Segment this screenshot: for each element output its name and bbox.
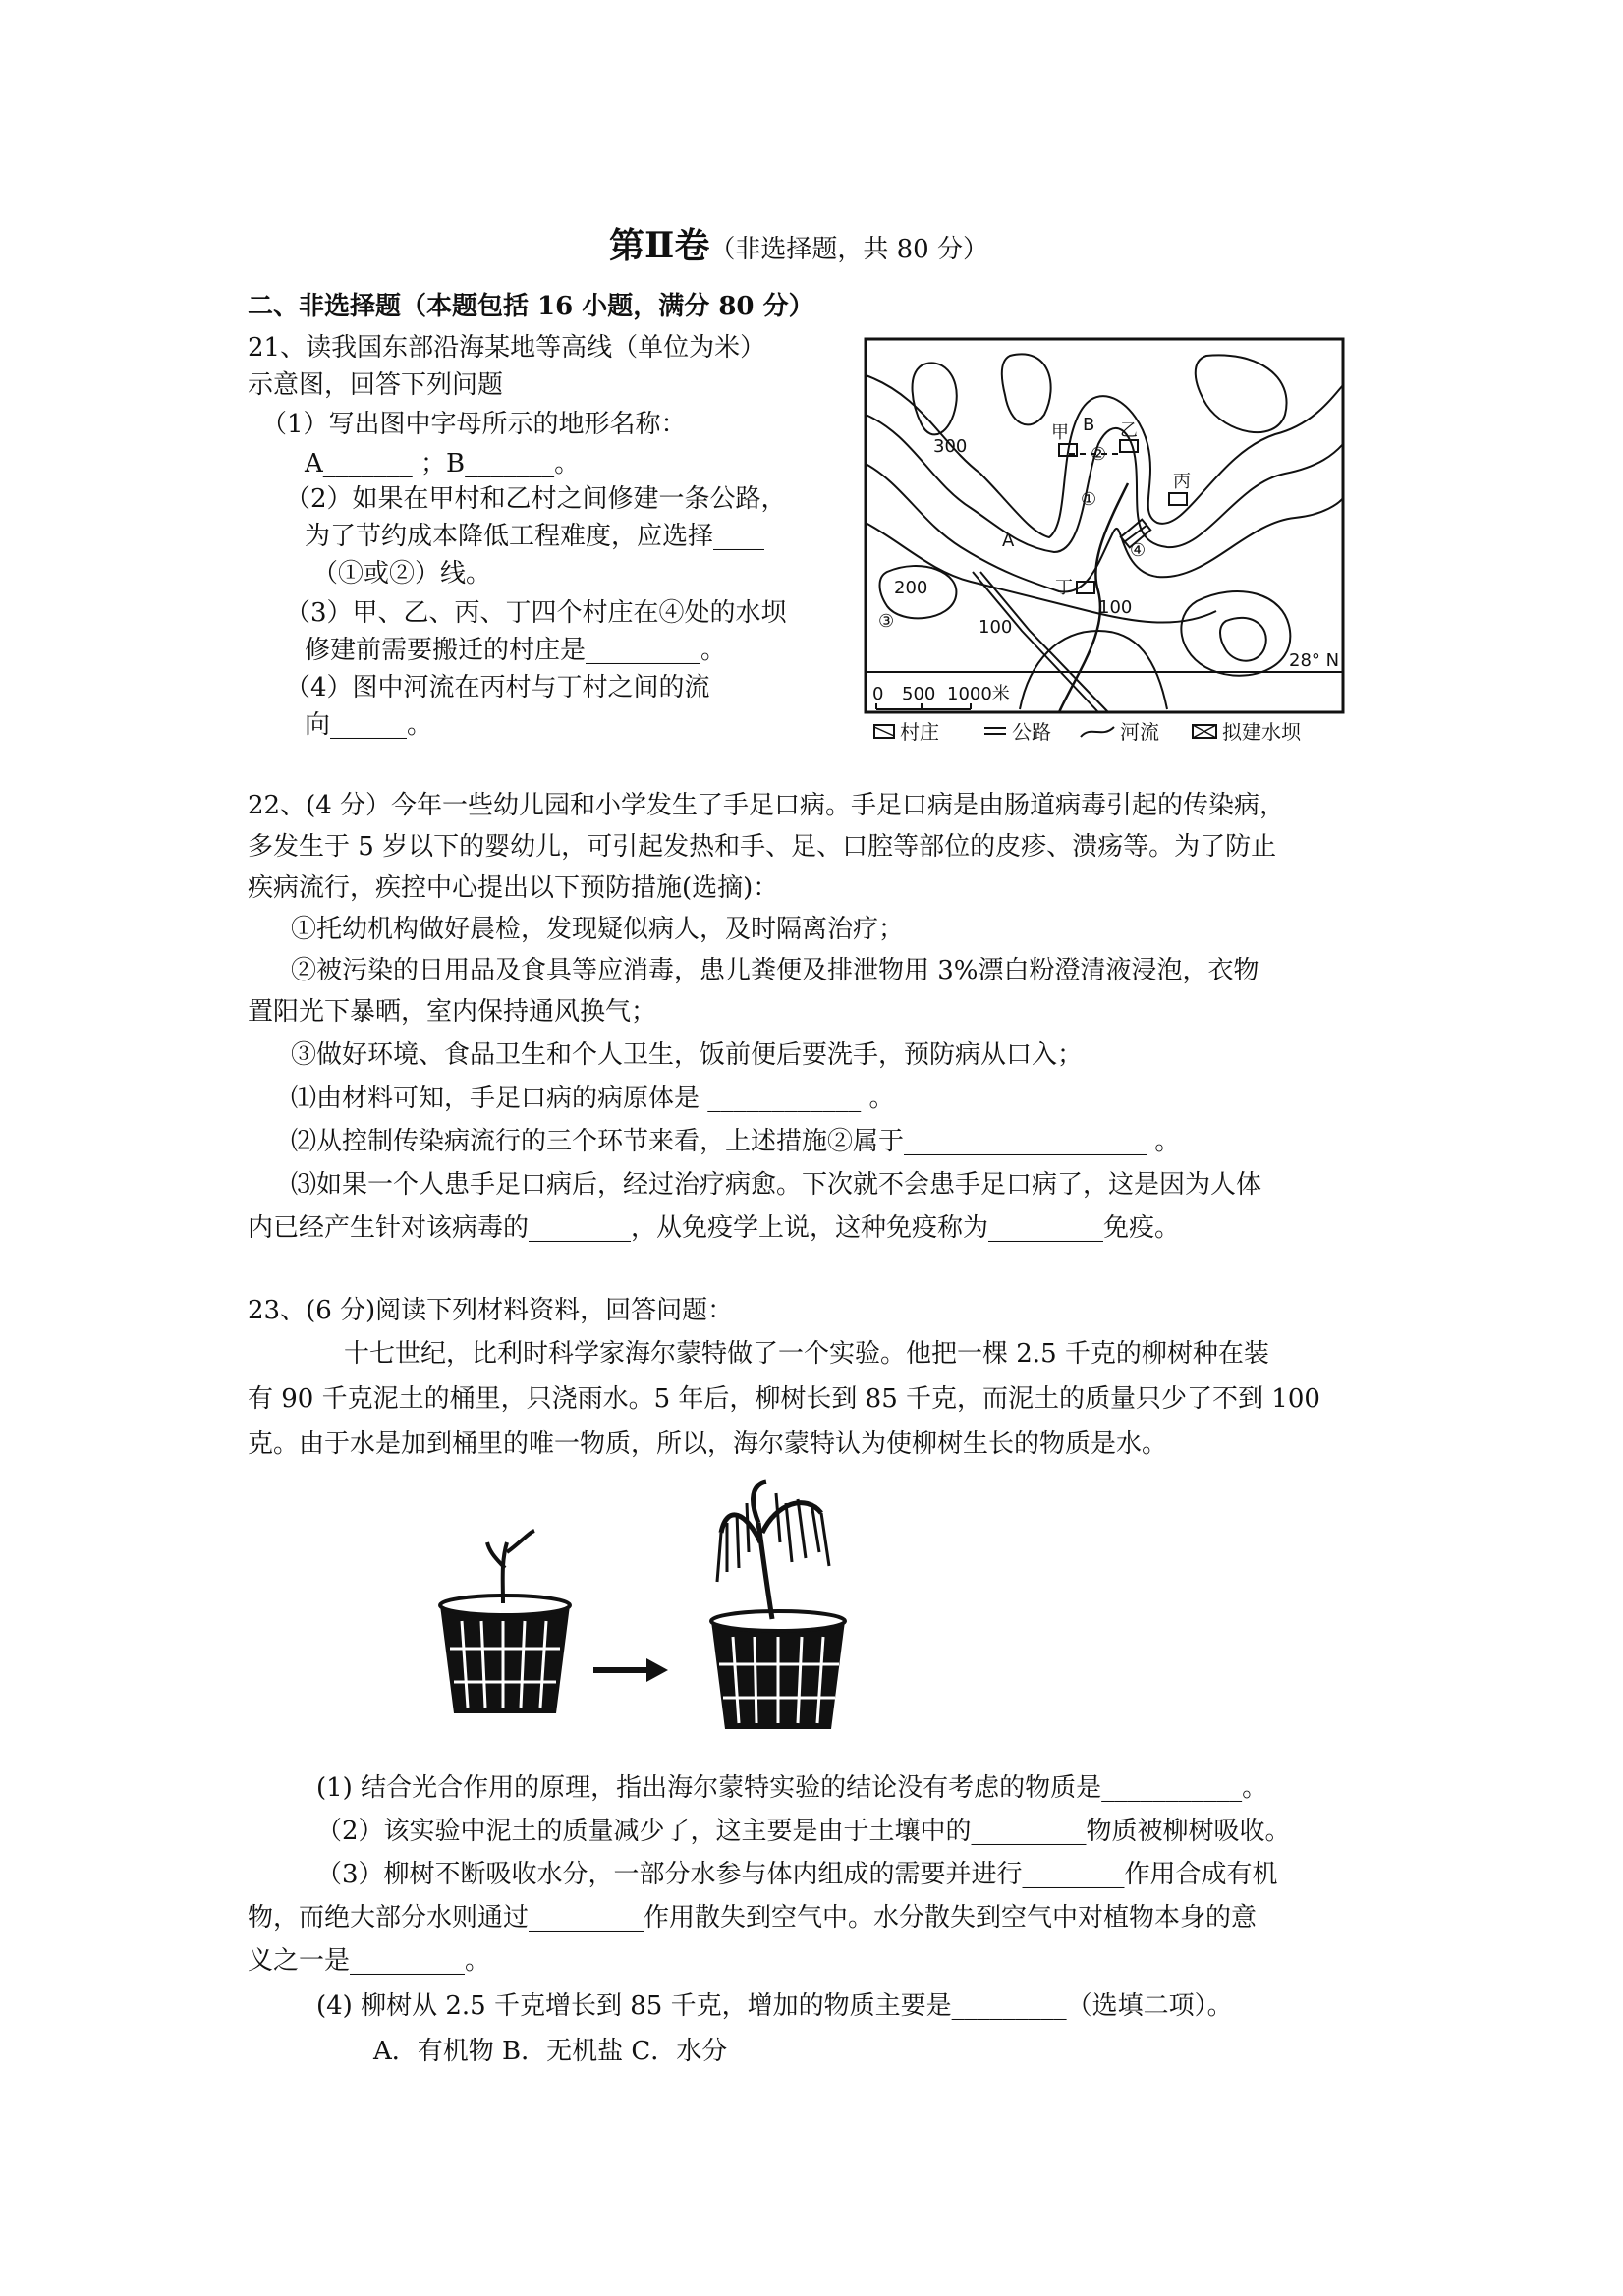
scale-label-500: 500 — [902, 684, 936, 704]
q21-stem-line1: 21、读我国东部沿海某地等高线（单位为米） — [248, 333, 766, 363]
bucket-before — [440, 1596, 570, 1713]
q22-sub2: ⑵从控制传染病流行的三个环节来看，上述措施②属于___________________ 。 — [291, 1127, 1181, 1156]
title-main: 第Ⅱ卷 — [609, 225, 710, 266]
q22-sub3-line1: ⑶如果一个人患手足口病后，经过治疗病愈。下次就不会患手足口病了，这是因为人体 — [291, 1170, 1262, 1200]
map-label-ding: 丁 — [1055, 578, 1073, 598]
map-label-route2: ② — [1091, 444, 1107, 465]
q23-sub1: (1) 结合光合作用的原理，指出海尔蒙特实验的结论没有考虑的物质是___________。 — [316, 1773, 1268, 1803]
q22-measure2-line2: 置阳光下暴晒，室内保持通风换气； — [248, 997, 657, 1027]
q23-line1: 23、(6 分)阅读下列材料资料，回答问题： — [248, 1296, 734, 1325]
map-legend — [874, 720, 1302, 744]
q23-para-line2: 有 90 千克泥土的桶里，只浇雨水。5 年后，柳树长到 85 千克，而泥土的质量只少了不到 100 — [248, 1384, 1320, 1414]
q21-part1-blank: A_______ ；B_______。 — [305, 449, 581, 478]
willow-branches — [717, 1493, 829, 1582]
page-title — [609, 218, 988, 268]
roads — [866, 454, 1343, 712]
legend-river-icon — [1081, 727, 1114, 737]
q23-options: A．有机物 B．无机盐 C．水分 — [373, 2037, 728, 2066]
q23-sub2: （2）该实验中泥土的质量减少了，这主要是由于土壤中的_________物质被柳树吸收。 — [316, 1817, 1291, 1846]
q23-sub3-line3: 义之一是_________。 — [248, 1946, 491, 1976]
q22-sub1: ⑴由材料可知，手足口病的病原体是 ____________ 。 — [291, 1084, 895, 1113]
sapling — [487, 1531, 534, 1603]
contour-label-300: 300 — [933, 436, 968, 457]
map-label-3: ③ — [878, 611, 895, 632]
map-label-a: A — [1002, 531, 1015, 551]
scale-label-1000: 1000米 — [947, 684, 1010, 704]
title-subtitle: （非选择题，共 80 分） — [709, 235, 988, 264]
map-label-b: B — [1083, 415, 1095, 435]
legend-river-label: 河流 — [1120, 720, 1159, 744]
q23-sub3-line2: 物，而绝大部分水则通过_________作用散失到空气中。水分散失到空气中对植物本身的意 — [248, 1903, 1258, 1932]
contour-label-100b: 100 — [1098, 597, 1133, 618]
legend-road-label: 公路 — [1012, 720, 1051, 744]
map-label-bing: 丙 — [1173, 472, 1191, 492]
contour-label-100a: 100 — [979, 617, 1013, 638]
q21-part2-line2: 为了节约成本降低工程难度，应选择____ — [305, 522, 765, 551]
arrow-icon — [593, 1658, 668, 1682]
map-label-4: ④ — [1130, 540, 1147, 561]
q23-para-line1: 十七世纪，比利时科学家海尔蒙特做了一个实验。他把一棵 2.5 千克的柳树种在装 — [344, 1339, 1269, 1369]
contour-map — [863, 336, 1348, 751]
q22-measure1: ①托幼机构做好晨检，发现疑似病人，及时隔离治疗； — [291, 915, 905, 944]
map-label-yi: 乙 — [1120, 420, 1138, 441]
map-label-route1: ① — [1081, 489, 1097, 510]
grown-willow — [721, 1482, 821, 1619]
q21-part1: （1）写出图中字母所示的地形名称： — [261, 410, 687, 439]
q21-part3-line1: （3）甲、乙、丙、丁四个村庄在④处的水坝 — [285, 598, 787, 628]
q22-line3: 疾病流行，疾控中心提出以下预防措施(选摘)： — [248, 873, 779, 903]
q23-sub3-line1: （3）柳树不断吸收水分，一部分水参与体内组成的需要并进行________作用合成有机 — [316, 1860, 1278, 1889]
q22-measure3: ③做好环境、食品卫生和个人卫生，饭前便后要洗手，预防病从口入； — [291, 1040, 1084, 1070]
map-label-jia: 甲 — [1051, 422, 1069, 443]
q22-measure2-line1: ②被污染的日用品及食具等应消毒，患儿粪便及排泄物用 3%漂白粉澄清液浸泡，衣物 — [291, 956, 1259, 985]
q21-part2-line1: （2）如果在甲村和乙村之间修建一条公路， — [285, 484, 787, 514]
legend-dam-label: 拟建水坝 — [1222, 720, 1301, 744]
q22-sub3-line2: 内已经产生针对该病毒的________，从免疫学上说，这种免疫称为_________免疫。 — [248, 1213, 1181, 1243]
map-label-latitude: 28° N — [1289, 650, 1340, 671]
scale-label-0: 0 — [872, 684, 884, 704]
q23-para-line3: 克。由于水是加到桶里的唯一物质，所以，海尔蒙特认为使柳树生长的物质是水。 — [248, 1429, 1168, 1459]
q21-part4-line1: （4）图中河流在丙村与丁村之间的流 — [285, 673, 710, 702]
q21-part2-line3: （①或②）线。 — [312, 559, 492, 588]
q22-line1: 22、(4 分）今年一些幼儿园和小学发生了手足口病。手足口病是由肠道病毒引起的传染病， — [248, 791, 1286, 820]
map-frame — [866, 339, 1343, 712]
bucket-after — [711, 1611, 845, 1729]
q21-part3-line2: 修建前需要搬迁的村庄是_________。 — [305, 636, 727, 665]
q21-stem-line2: 示意图，回答下列问题 — [248, 370, 504, 400]
legend-village-label: 村庄 — [900, 720, 939, 744]
willow-experiment-figure — [432, 1474, 865, 1749]
contour-label-200: 200 — [894, 578, 928, 598]
q22-line2: 多发生于 5 岁以下的婴幼儿，可引起发热和手、足、口腔等部位的皮疹、溃疡等。为了防止 — [248, 832, 1277, 862]
section-heading: 二、非选择题（本题包括 16 小题，满分 80 分） — [248, 292, 814, 321]
q21-part4-line2: 向______。 — [305, 710, 433, 740]
village-markers — [1059, 440, 1187, 593]
q23-sub4: (4) 柳树从 2.5 千克增长到 85 千克，增加的物质主要是_________（选填二项）。 — [316, 1991, 1233, 2021]
